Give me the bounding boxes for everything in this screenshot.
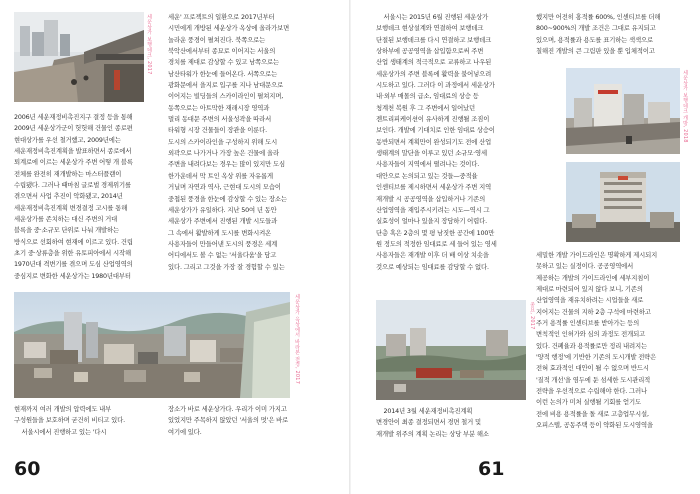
left-col1-upper-text: 2006년 세운재정비촉진지구 결정 등을 통해 2009년 세운상가군이 헛헛해 건물인 종로편 현대상가를 우선 철거했고, 2009년에는 세운재정비촉진계획을 발표하면서 종로에서 퇴계로에 이르는 세운상가 주변 어떻 개 블록 전체를 완전히 재개발하는 마스터플랜이 수립됐다. 그러나 때마침 글로벌 경제위기를 겪으면서 사업 추진이 악화됐고, 2014년 세운재정비촉진계획 변경결정 고시를 통해 세운상가를 존치하는 대신 주변의 거대 블록을 중·소규모 단위로 나눠 개발하는 방식으로 선회하여 현재에 이르고 있다. 건립 초기 중·상류층을 위한 유토피아에서 시작해 1970년대 격변기를 겪으며 도심 산업영역의 중심지로 변화한 세운상가는 1980년대부터 (14, 114, 133, 280)
right-page-number: 61 (478, 458, 505, 480)
photo-sewoon-building (566, 162, 680, 242)
caption-rooftop-panorama: 세운상가 옥상에서 바라본 전경, 2017 (294, 294, 300, 385)
caption-jongmyo: 종묘, 2017 (529, 302, 535, 330)
left-col2-upper-text: 세운' 프로젝트의 일환으로 2017년부터 시민에게 개방된 세운상가 옥상에 올라가보면 놀라운 풍경이 펼쳐진다. 북쪽으로는 북악산에서부터 종묘로 이어지는 서울의 경치를 제대로 감상할 수 있고 남쪽으로는 남산타워가 한눈에 들어온다. 서쪽으로는 광화문에서 을지로 입구를 지나 남대문으로 이어지는 빌딩들의 스카이라인이 펼쳐지며, 동쪽으로는 아트막한 재래시장 영역과 멀리 동대문 주변의 서울성곽을 따라서 타워형 시장 건물들이 장관을 이룬다. 도시의 스카이라인을 구성하지 위해 도시 외곽으로 나가거나 가장 높은 건물에 올라 주변을 내려다보는 경우는 많이 있지만 도심 한가운데서 막 트인 옥상 위를 자유롭게 거닐며 자연과 역사, 근현대 도시의 모습이 중첩된 풍경을 한눈에 감상할 수 있는 장소는 세운상가가 유일하다. 지난 50여 년 동안 세운상가 주변에서 진행된 개발 시도들과 그 속에서 활발하게 도시를 변화시켜온 사용자들이 만들어낸 도시의 풍경은 세계 어디에서도 볼 수 없는 '서울다움'을 담고 있다. 그리고 그것을 가장 잘 경험할 수 있는 (168, 14, 290, 271)
photo-pedestrian-deck (14, 12, 144, 102)
right-col2-upper-text: 했지만 어전히 홍적률 600%, 인센티브를 더해 800~900%의 개발 조건은 그대로 유지되고 있으며, 용적률과 용도를 표기하는 색색으로 칠해진 개발의 큰 그림판 있을 뿐 입체적이고 (536, 14, 661, 56)
right-col2-lower-text: 세밀한 개발 가이드라인은 명확하게 제시되지 못하고 있는 실정이다. 공공영역에서 제공하는 개발의 가이드라인에 세부지침이 제대로 마련되어 있지 않다 보니, 기존의 산업영역을 재유치하려는 시업들을 새로 지어지는 건물의 지하 2층 구석에 마련하고 주거 용적률 인센티브를 받아가는 등의 변칙적인 인허가와 심의 과정도 전개되고 있다. 건폐율과 용적률로만 정리 내려지는 '양적 행정'에 기반한 기존의 도시개발 전략은 전혀 효과적인 대안이 될 수 없으며 반드시 '질적 개선'을 염두에 둔 섬세한 도시관리적 전략을 우선적으로 수립해야 한다. 그러나 이런 논의가 미처 실행될 기회를 얻기도 전에 비용 용적률을 돌 새로 고층업무시설, 오피스텔, 공동주택 등이 약화된 도시영역을 (536, 252, 658, 430)
right-col1-lower-text: 2014년 3월 세운재정비촉진계획 변경안이 최종 결정되면서 경면 철거 및 재개발 위주의 계획 논리는 상당 부분 해소 (376, 408, 489, 438)
photo-jongmyo (376, 300, 526, 400)
left-page-number: 60 (14, 458, 41, 480)
left-col1-lower-text: 현재까지 여러 개발의 압력에도 내부 구성원들을 보호하며 굳건히 비티고 있다. 서울시에서 진행하고 있는 '다시 (14, 406, 125, 436)
right-col1-upper-text: 서울시는 2015년 6월 진행된 세운상가 보행데크 현상설계와 연결하여 보행데크 단절된 보행데크를 다시 연결하고 보행데크 상하부에 공공영역을 삽입함으로써 주변 산업 생태계의 적극적으로 교류하고 나우된 세운상가의 주변 블록에 활력을 불어넣으려 시도하고 있다. 그러다 이 과정에서 세운상가 내·외부 매몰의 급소, 임대료의 상승 등 청계천 복원 후 그 주변에서 일어났던 젠트리피케이션이 유사하게 진행될 조짐이 보인다. 개발에 기대치로 인한 임대료 상승이 동반되면서 계획만이 완성되기도 전에 산업 생태계의 말단을 이루고 있던 소규모·영세 사용자들이 지역에서 떨려나는 것이다. 대안으로 논의되고 있는 것들—중적율 인센티브를 제시하면서 세운상가 주변 지역 재개발 시 공공영역을 삽입하거나 기존의 산업영역을 재입주시키려는 시도—역시 그 실효성이 얼마나 있을지 장담하기 어렵다. 단층 혹은 2층의 몇 평 남짓한 공간에 100만 원 정도의 적정한 임대료로 세 들어 있는 영세 사용자들은 재개발 이후 더 배 이상 치솟을 것으로 예상되는 임대료를 감당할 수 없다. (376, 14, 497, 271)
right-page (350, 0, 700, 494)
photo-rooftop-panorama (14, 292, 290, 398)
caption-pedestrian-deck: 세운상가 보행데크, 2017 (146, 14, 152, 75)
caption-deck-opening: 세운상가 보행데크 개방, 2018 (682, 70, 688, 143)
left-col2-lower-text: 장소가 바로 세운상가다. 우리가 이미 가지고 있었지만 주목하지 않았던 '서울의 멋'은 바로 여기에 있다. (168, 406, 289, 436)
photo-deck-opening (566, 68, 680, 154)
